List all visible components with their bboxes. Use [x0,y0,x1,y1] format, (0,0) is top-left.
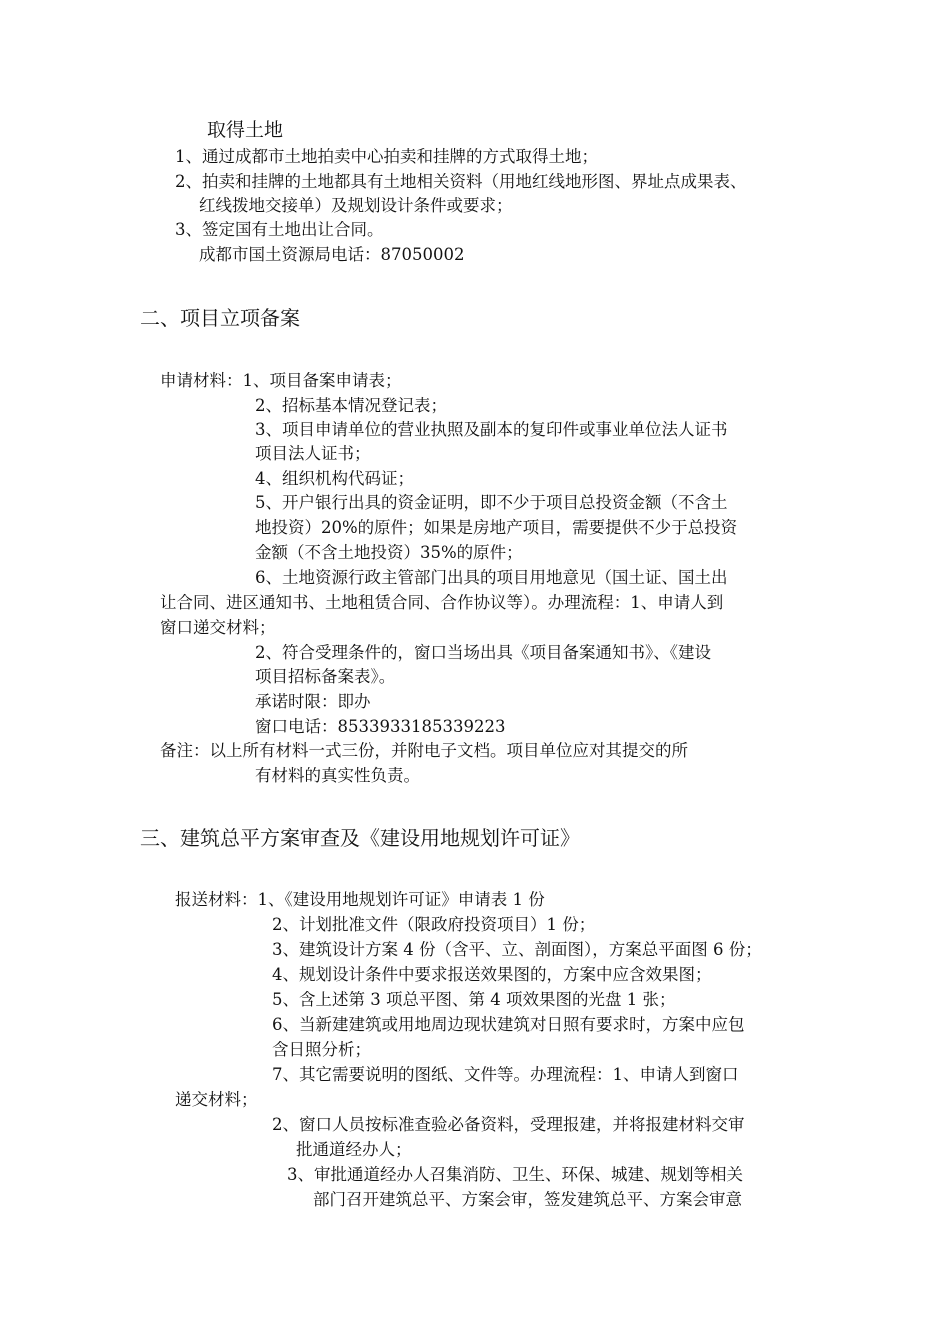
section3-line-10: 2、窗口人员按标准查验必备资料，受理报建，并将报建材料交审 [272,1115,745,1134]
section2-line-12: 2、符合受理条件的，窗口当场出具《项目备案通知书》、《建设 [255,643,711,662]
section2-line-5: 4、组织机构代码证； [255,469,414,488]
section3-line-13: 部门召开建筑总平、方案会审，签发建筑总平、方案会审意 [313,1190,742,1209]
section3-line-12: 3、审批通道经办人召集消防、卫生、环保、城建、规划等相关 [287,1165,743,1184]
section2-line-6: 5、开户银行出具的资金证明，即不少于项目总投资金额（不含土 [255,493,728,512]
section2-line-2: 2、招标基本情况登记表； [255,396,447,415]
section3-line-7: 含日照分析； [272,1040,371,1059]
section3-line-3: 3、建筑设计方案 4 份（含平、立、剖面图），方案总平面图 6 份； [272,940,762,959]
section2-line-7: 地投资）20%的原件；如果是房地产项目，需要提供不少于总投资 [255,518,738,537]
section3-heading: 三、建筑总平方案审查及《建设用地规划许可证》 [140,826,580,850]
section2-line-14: 承诺时限：即办 [255,692,371,711]
section2-line-11: 窗口递交材料； [160,618,276,637]
section2-line-10: 让合同、进区通知书、土地租赁合同、合作协议等）。办理流程：1、申请人到 [160,593,724,612]
section1-line-5: 成都市国土资源局电话：87050002 [199,245,465,264]
section2-line-3: 3、项目申请单位的营业执照及副本的复印件或事业单位法人证书 [255,420,728,439]
section2-line-17: 有材料的真实性负责。 [255,766,420,785]
section3-line-5: 5、含上述第 3 项总平图、第 4 项效果图的光盘 1 张； [272,990,676,1009]
section2-line-16: 备注：以上所有材料一式三份，并附电子文档。项目单位应对其提交的所 [160,741,688,760]
section1-line-1: 1、通过成都市土地拍卖中心拍卖和挂牌的方式取得土地； [175,147,598,166]
section3-line-4: 4、规划设计条件中要求报送效果图的，方案中应含效果图； [272,965,712,984]
section2-line-15: 窗口电话：8533933185339223 [255,717,506,736]
section2-line-8: 金额（不含土地投资）35%的原件； [255,543,523,562]
section3-line-8: 7、其它需要说明的图纸、文件等。办理流程：1、申请人到窗口 [272,1065,739,1084]
section1-line-3: 红线拨地交接单）及规划设计条件或要求； [199,196,513,215]
section1-line-4: 3、签定国有土地出让合同。 [175,220,384,239]
section3-line-2: 2、计划批准文件（限政府投资项目）1 份； [272,915,596,934]
section1-heading: 取得土地 [207,119,284,141]
section1-line-2: 2、拍卖和挂牌的土地都具有土地相关资料（用地红线地形图、界址点成果表、 [175,172,747,191]
section3-line-9: 递交材料； [175,1090,258,1109]
section2-line-9: 6、土地资源行政主管部门出具的项目用地意见（国土证、国土出 [255,568,728,587]
section3-line-6: 6、当新建建筑或用地周边现状建筑对日照有要求时，方案中应包 [272,1015,745,1034]
section3-line-1: 报送材料：1、《建设用地规划许可证》申请表 1 份 [175,890,545,909]
section2-line-4: 项目法人证书； [255,444,371,463]
section2-line-1: 申请材料：1、项目备案申请表； [160,371,402,390]
section2-line-13: 项目招标备案表》。 [255,667,396,686]
section3-line-11: 批通道经办人； [296,1140,412,1159]
section2-heading: 二、项目立项备案 [140,306,300,330]
